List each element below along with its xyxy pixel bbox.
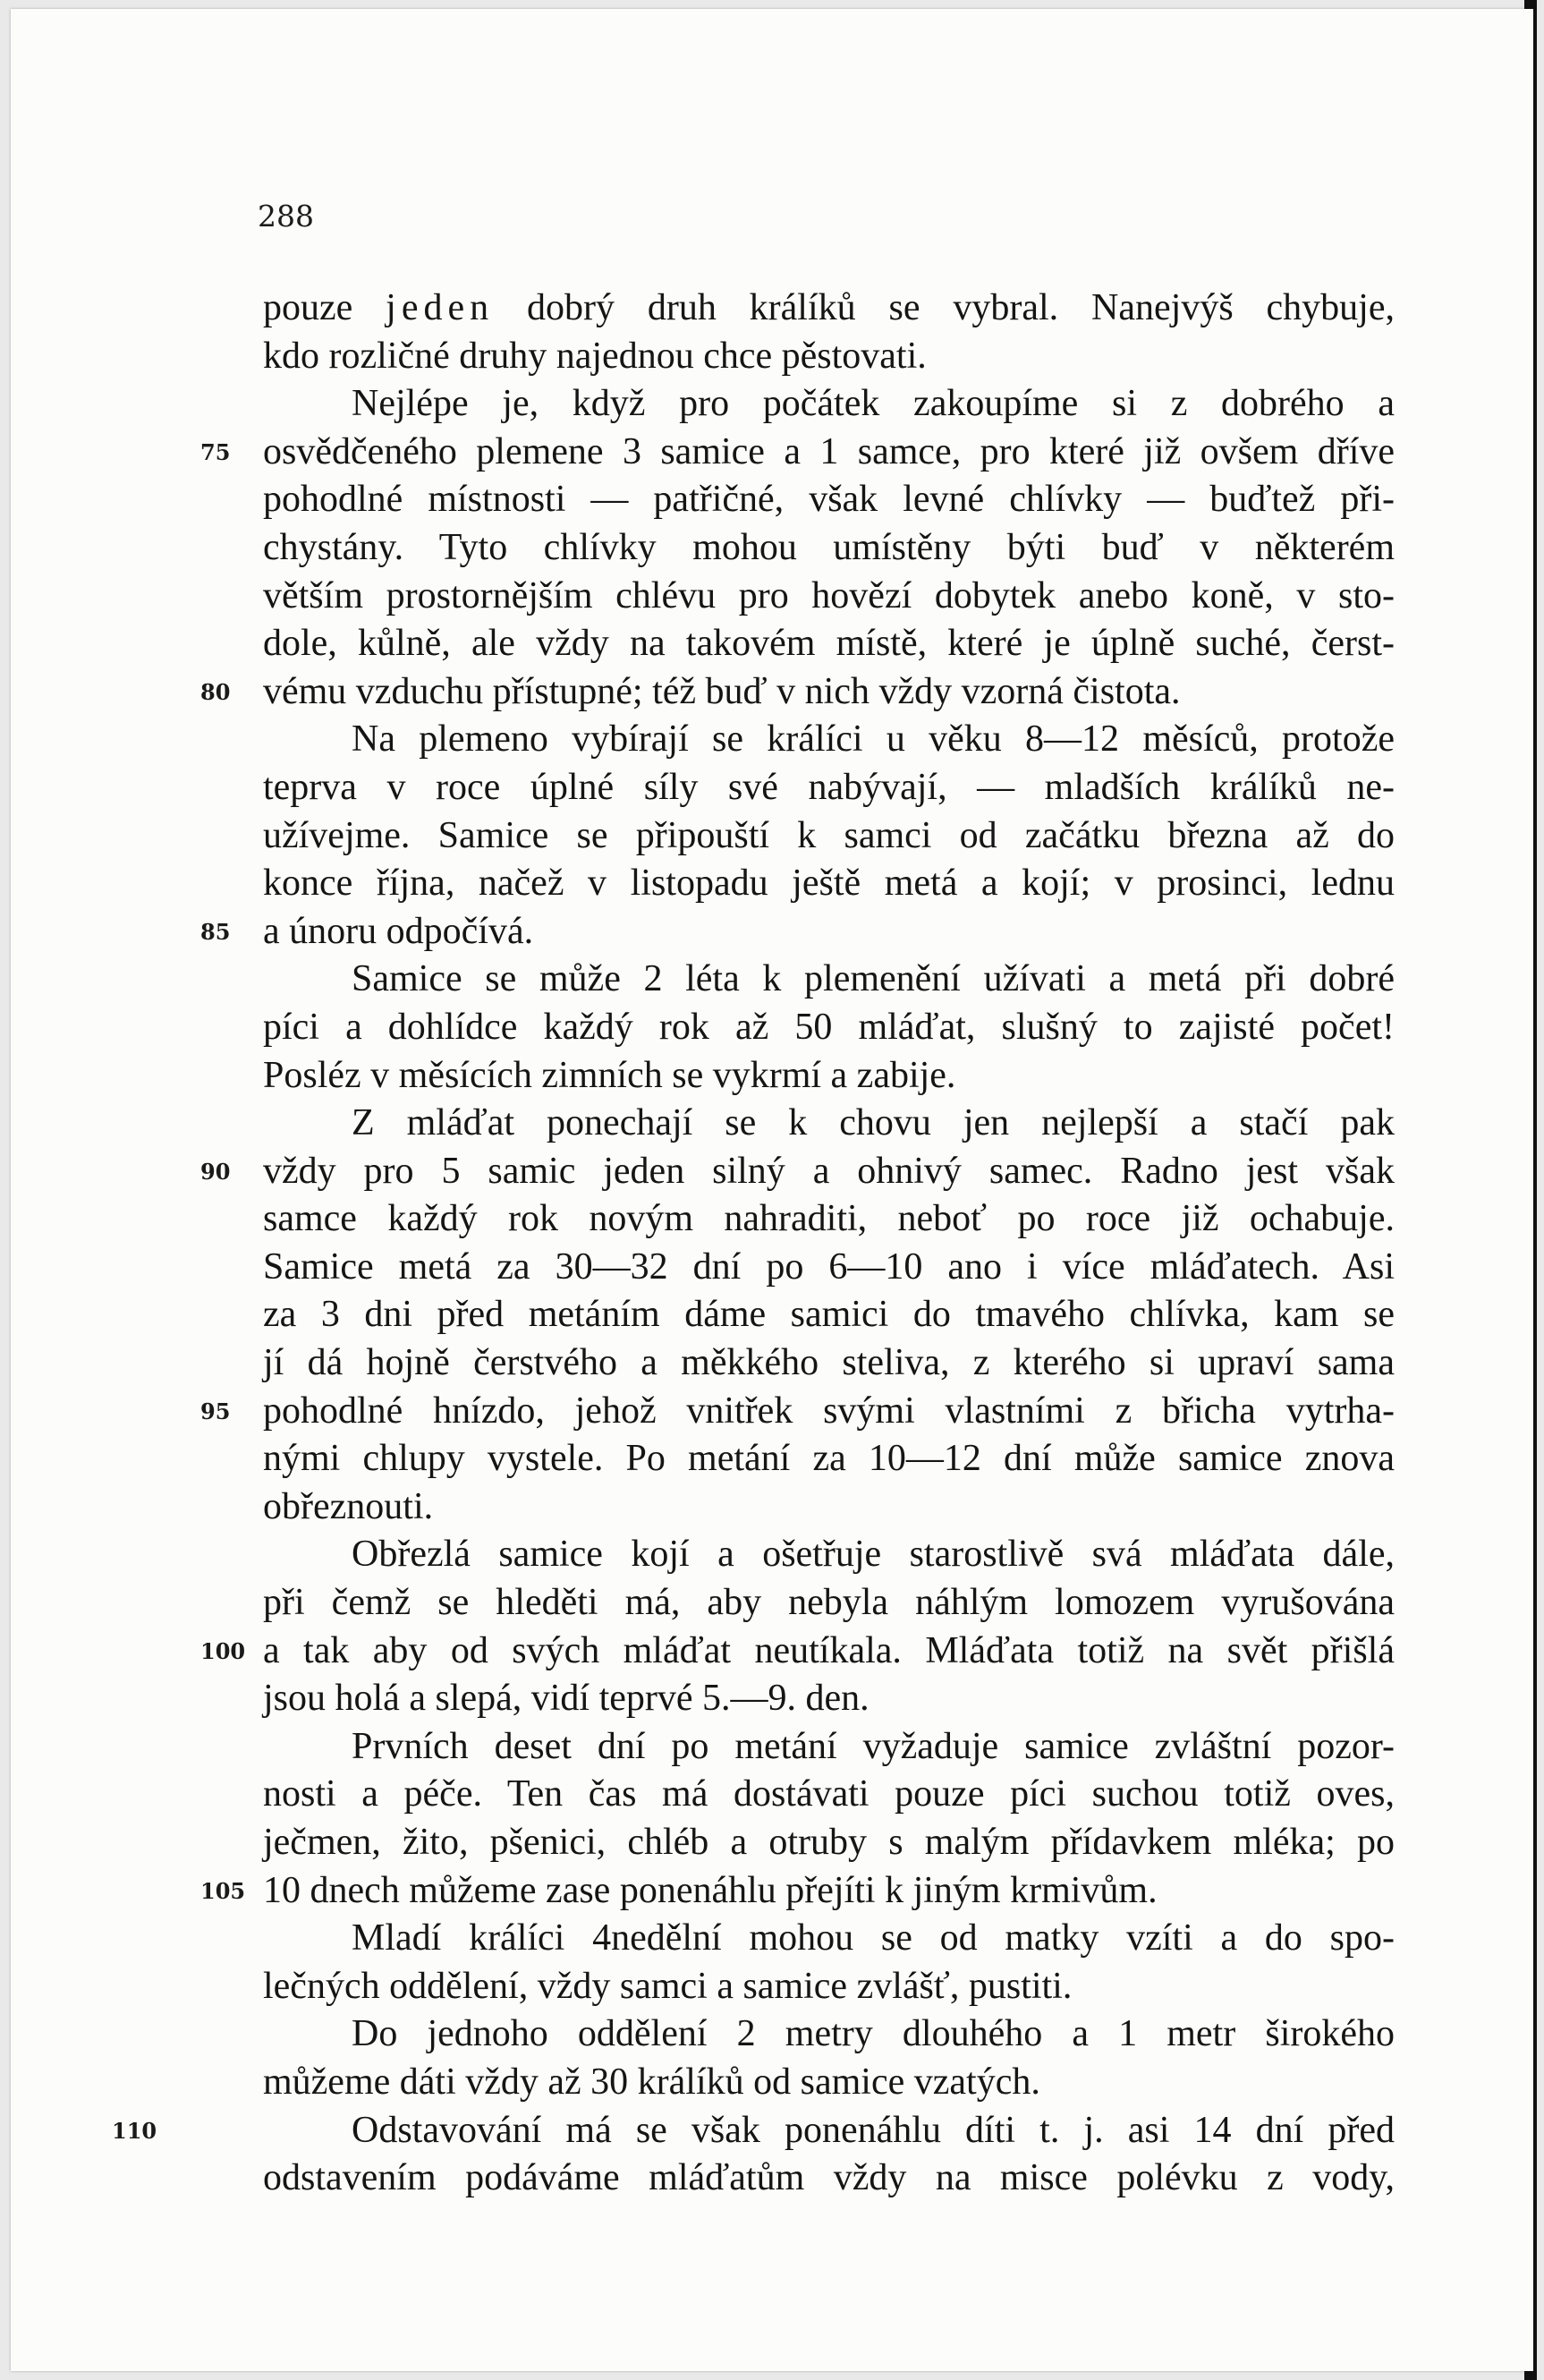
text-line: obřeznouti. xyxy=(263,1485,434,1527)
text-line: odstavením podáváme mláďatům vždy na misce polévku z vody, xyxy=(263,2157,1395,2199)
line-number: 110 xyxy=(112,2117,157,2144)
text-line: Nejlépe je, když pro počátek zakoupíme si z dobrého a xyxy=(352,383,1395,425)
text-line: lečných oddělení, vždy samci a samice zvlášť, pustiti. xyxy=(263,1965,1073,2007)
text-line: Samice metá za 30—32 dní po 6—10 ano i více mláďatech. Asi xyxy=(263,1245,1395,1288)
text-line: samce každý rok novým nahraditi, neboť po roce již ochabuje. xyxy=(263,1198,1395,1240)
text-line: píci a dohlídce každý rok až 50 mláďat, slušný to zajisté počet! xyxy=(263,1006,1395,1048)
text-line: Z mláďat ponechají se k chovu jen nejlepší a stačí pak xyxy=(352,1102,1395,1144)
text-line: teprva v roce úplné síly své nabývají, — mladších králíků ne- xyxy=(263,766,1395,808)
text-line: 80 vému vzduchu přístupné; též buď v nich vždy vzorná čistota. xyxy=(263,668,1395,717)
text-line: pohodlné místnosti — patřičné, však levné chlívky — buďtež při- xyxy=(263,479,1395,521)
text-line: nými chlupy vystele. Po metání za 10—12 dní může samice znova xyxy=(263,1438,1395,1480)
text-line: nosti a péče. Ten čas má dostávati pouze píci suchou totiž oves, xyxy=(263,1773,1395,1815)
line-number: 90 xyxy=(200,1158,231,1185)
text-line: chystány. Tyto chlívky mohou umístěny býti buď v některém xyxy=(263,526,1395,568)
text-line: 75 osvědčeného plemene 3 samice a 1 samce, pro které již ovšem dříve xyxy=(263,429,1395,477)
text-line: Do jednoho oddělení 2 metry dlouhého a 1 metr širokého xyxy=(352,2013,1395,2055)
page-number: 288 xyxy=(258,199,314,234)
text-line: za 3 dni před metáním dáme samici do tmavého chlívka, kam se xyxy=(263,1294,1395,1336)
text-line: konce října, načež v listopadu ještě metá a kojí; v prosinci, lednu xyxy=(263,863,1395,905)
text-line: kdo rozličné druhy najednou chce pěstovati. xyxy=(263,335,927,377)
text-line: větším prostornějším chlévu pro hovězí dobytek anebo koně, v sto- xyxy=(263,574,1395,616)
text-line: dole, kůlně, ale vždy na takovém místě, které je úplně suché, čerst- xyxy=(263,623,1395,665)
text-line: Obřezlá samice kojí a ošetřuje starostlivě svá mláďata dále, xyxy=(352,1534,1395,1576)
text-line: ječmen, žito, pšenici, chléb a otruby s malým přídavkem mléka; po xyxy=(263,1822,1395,1863)
text-line: Na plemeno vybírají se králíci u věku 8—12 měsíců, protože xyxy=(352,718,1395,761)
text-line: pouze jeden dobrý druh králíků se vybral. Nanejvýš chybuje, xyxy=(263,287,1395,328)
line-number: 100 xyxy=(200,1637,246,1664)
text-line: 95 pohodlné hnízdo, jehož vnitřek svými vlastními z břicha vytrha- xyxy=(263,1388,1395,1436)
text-line: užívejme. Samice se připouští k samci od začátku března až do xyxy=(263,814,1395,856)
body-text xyxy=(112,285,1395,2203)
text-line: Prvních deset dní po metání vyžaduje samice zvláštní pozor- xyxy=(352,1725,1395,1767)
text-line: jsou holá a slepá, vidí teprvé 5.—9. den. xyxy=(263,1678,870,1720)
text-line: Samice se může 2 léta k plemenění užívati a metá při dobré xyxy=(352,958,1395,1000)
line-number: 75 xyxy=(200,438,231,465)
line-number: 105 xyxy=(200,1877,246,1904)
text-line: 100 a tak aby od svých mláďat neutíkala. Mláďata totiž na svět přišlá xyxy=(263,1628,1395,1676)
text-line: Posléz v měsících zimních se vykrmí a zabije. xyxy=(263,1054,956,1096)
line-number: 95 xyxy=(200,1398,231,1424)
line-number: 80 xyxy=(200,678,231,705)
text-line: 85 a únoru odpočívá. xyxy=(263,908,1395,956)
text-line: 90 vždy pro 5 samic jeden silný a ohnivý samec. Radno jest však xyxy=(263,1148,1395,1196)
line-number: 85 xyxy=(200,918,231,945)
text-line: 110 Odstavování má se však ponenáhlu díti t. j. asi 14 dní před xyxy=(263,2107,1395,2155)
text-line: můžeme dáti vždy až 30 králíků od samice vzatých. xyxy=(263,2061,1040,2103)
text-line: jí dá hojně čerstvého a měkkého steliva, z kterého si upraví sama xyxy=(263,1342,1395,1384)
text-line: při čemž se hleděti má, aby nebyla náhlým lomozem vyrušována xyxy=(263,1582,1395,1624)
text-line: Mladí králíci 4nedělní mohou se od matky vzíti a do spo- xyxy=(352,1917,1395,1959)
text-line: 105 10 dnech můžeme zase ponenáhlu přejíti k jiným krmivům. xyxy=(263,1867,1395,1916)
